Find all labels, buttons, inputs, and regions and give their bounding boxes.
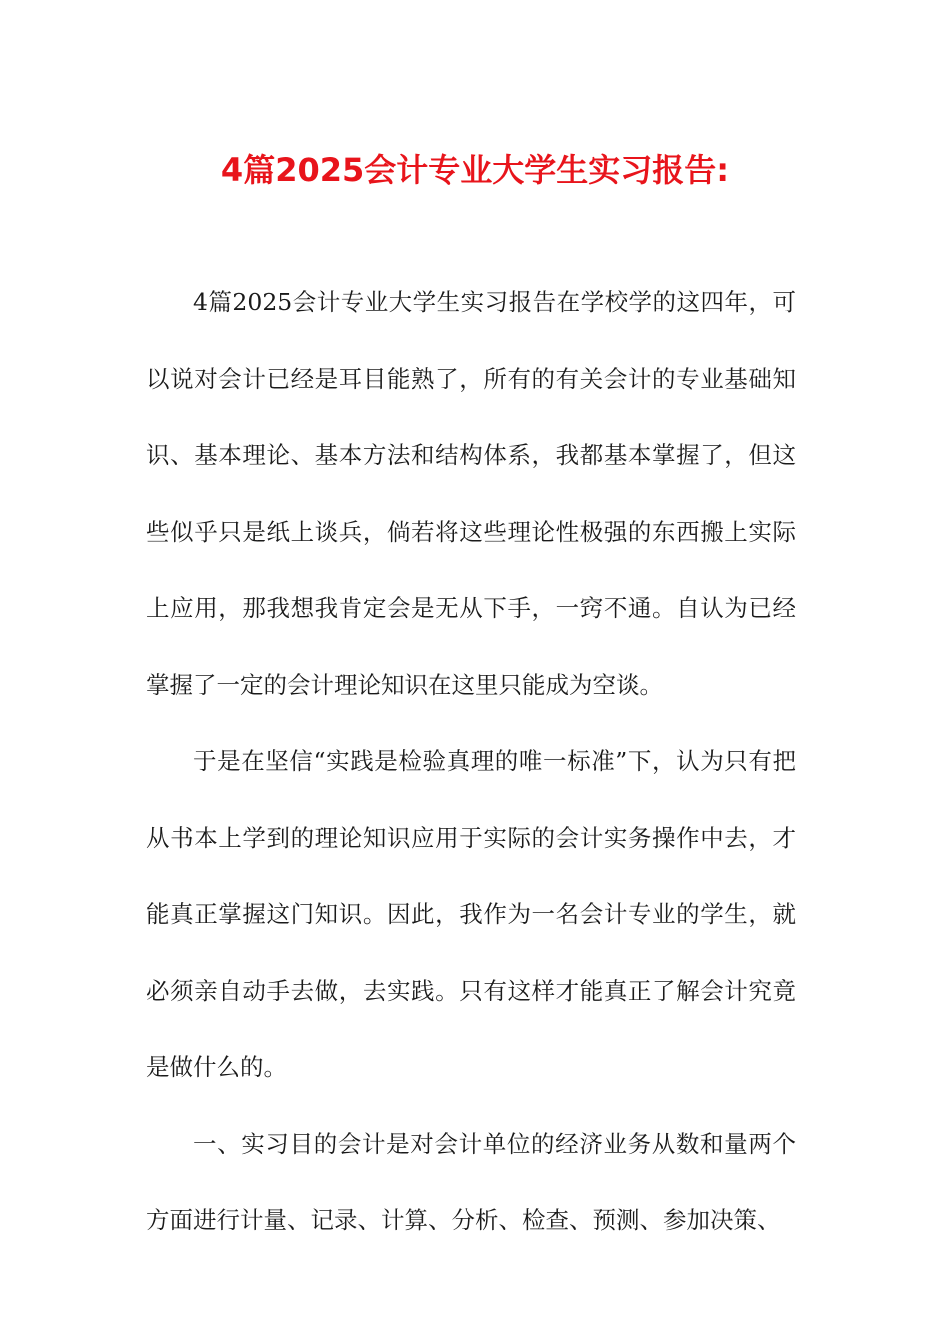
paragraph-1: 4篇2025会计专业大学生实习报告在学校学的这四年，可以说对会计已经是耳目能熟了，所有的有关会计的专业基础知识、基本理论、基本方法和结构体系，我都基本掌握了，但这些似乎只是纸上谈兵，倘若将这些理论性极强的东西搬上实际上应用，那我想我肯定会是无从下手，一窍不通。自认为已经掌握了一定的会计理论知识在这里只能成为空谈。 xyxy=(146,288,796,699)
document-body xyxy=(146,264,796,1259)
document-title: 4篇2025会计专业大学生实习报告: xyxy=(220,151,730,189)
paragraph-2: 于是在坚信“实践是检验真理的唯一标准”下，认为只有把从书本上学到的理论知识应用于实际的会计实务操作中去，才能真正掌握这门知识。因此，我作为一名会计专业的学生，就必须亲自动手去做，去实践。只有这样才能真正了解会计究竟是做什么的。 xyxy=(146,747,796,1081)
paragraph-3: 一、实习目的会计是对会计单位的经济业务从数和量两个方面进行计量、记录、计算、分析、检查、预测、参加决策、 xyxy=(146,1129,796,1234)
